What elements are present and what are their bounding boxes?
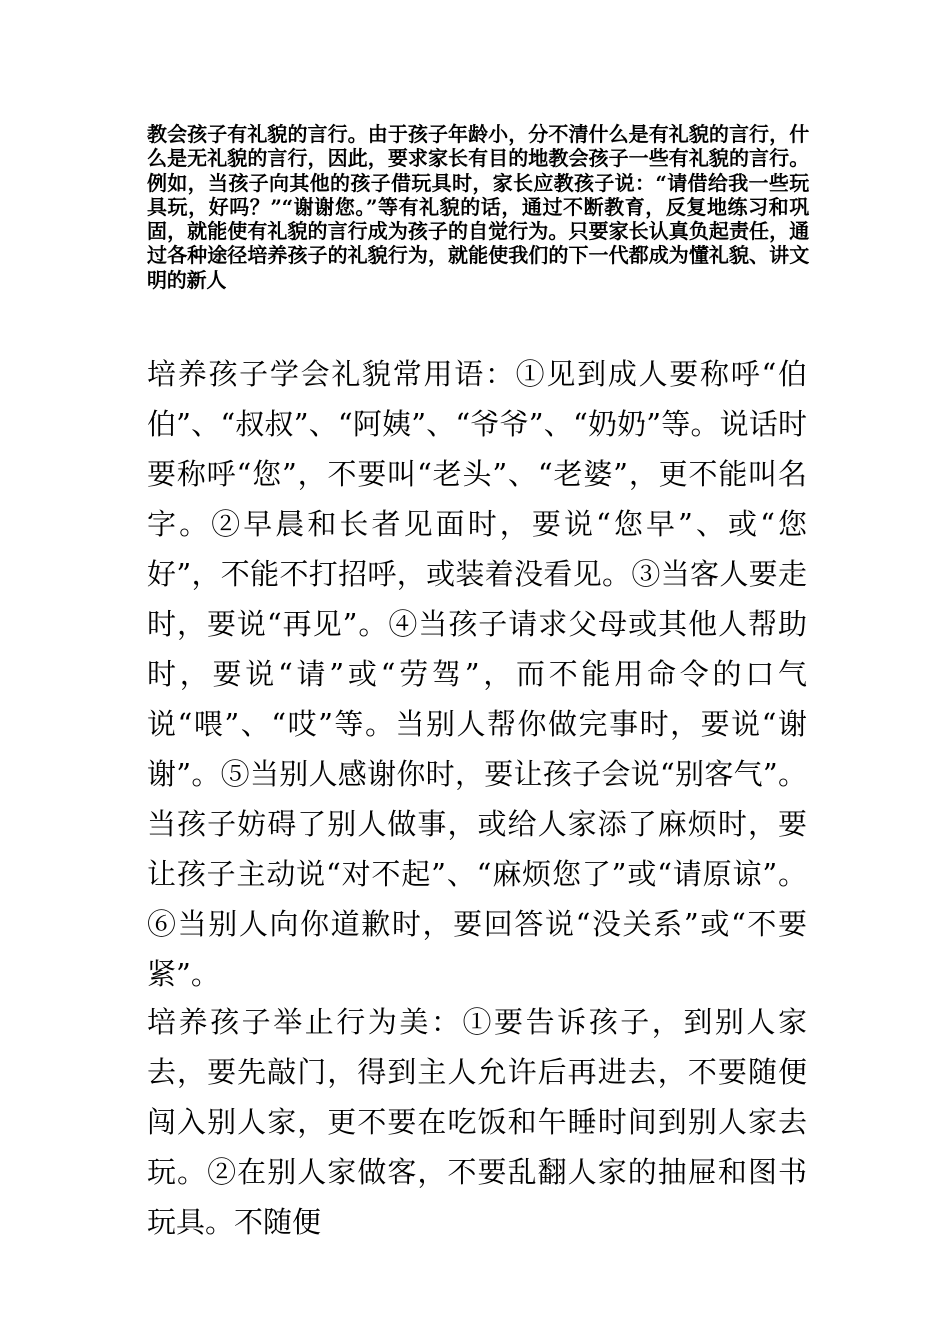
paragraph-polite-behavior: 教会孩子有礼貌的言行。由于孩子年龄小，分不清什么是有礼貌的言行，什么是无礼貌的言行，因此，要求家长有目的地教会孩子一些有礼貌的言行。例如，当孩子向其他的孩子借玩具时，家长应教孩子说：“请借给我一些玩具玩，好吗？”“谢谢您。”等有礼貌的话，通过不断教育，反复地练习和巩固，就能使有礼貌的言行成为孩子的自觉行为。只要家长认真负起责任，通过各种途径培养孩子的礼貌行为，就能使我们的下一代都成为懂礼貌、讲文明的新人 bbox=[147, 122, 809, 292]
paragraph-good-manners: 培养孩子举止行为美：①要告诉孩子，到别人家去，要先敲门，得到主人允许后再进去，不要随便闯入别人家，更不要在吃饭和午睡时间到别人家去玩。②在别人家做客，不要乱翻人家的抽屉和图书玩具。不随便 bbox=[147, 1005, 807, 1239]
paragraph-polite-expressions: 培养孩子学会礼貌常用语：①见到成人要称呼“伯伯”、“叔叔”、“阿姨”、“爷爷”、“奶奶”等。说话时要称呼“您”，不要叫“老头”、“老婆”，更不能叫名字。②早晨和长者见面时，要说“您早”、或“您好”，不能不打招呼，或装着没看见。③当客人要走时，要说“再见”。④当孩子请求父母或其他人帮助时，要说“请”或“劳驾”，而不能用命令的口气说“喂”、“哎”等。当别人帮你做完事时，要说“谢谢”。⑤当别人感谢你时，要让孩子会说“别客气”。当孩子妨碍了别人做事，或给人家添了麻烦时，要让孩子主动说“对不起”、“麻烦您了”或“请原谅”。⑥当别人向你道歉时，要回答说“没关系”或“不要紧”。 bbox=[147, 357, 807, 991]
